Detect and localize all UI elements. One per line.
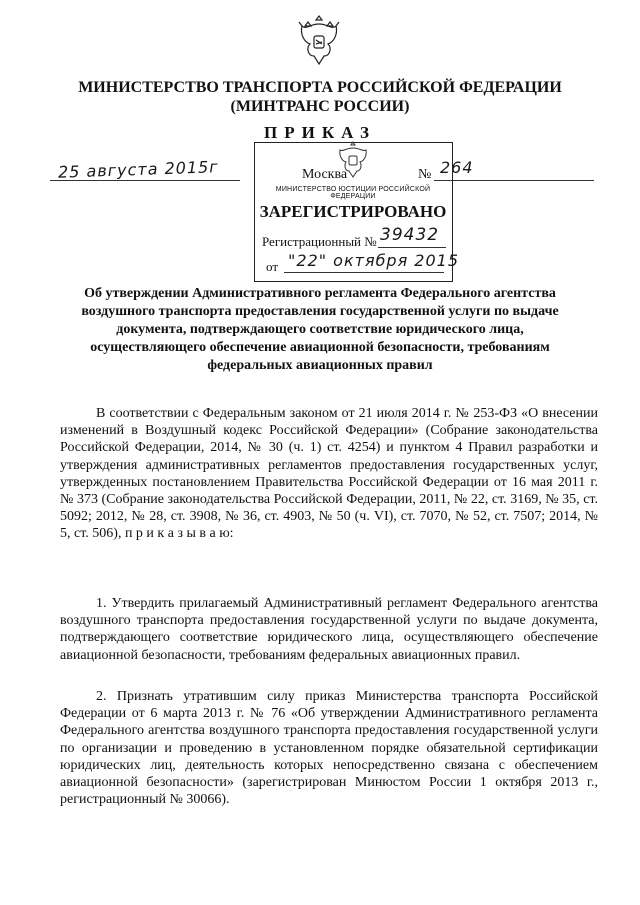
item-1-paragraph: 1. Утвердить прилагаемый Административный регламент Федерального агентства воздушного транспорта предоставления государственной услуги по выдаче документа, подтверждающего соответствие юридического лица, осуществляющего обеспечение авиационной безопасности, требованиям федеральных авиационных правил. xyxy=(60,596,598,663)
document-type: ПРИКАЗ xyxy=(264,123,376,142)
russian-coat-of-arms-icon xyxy=(296,12,342,68)
order-title: Об утверждении Административного регламента Федерального агентства воздушного транспорта предоставления государственной услуги по выдаче документа, подтверждающего соответствие юридического лица, осуществляющего обеспечение авиационной безопасности, требованиям федеральных авиационных правил xyxy=(81,286,559,373)
stamp-regnum-label: Регистрационный № xyxy=(262,234,377,249)
order-city: Москва xyxy=(302,167,348,182)
stamp-ministry-name: МИНИСТЕРСТВО ЮСТИЦИИ РОССИЙСКОЙ ФЕДЕРАЦИИ xyxy=(275,186,431,200)
stamp-regnum-underline xyxy=(378,247,446,248)
stamp-from-label: от xyxy=(266,259,279,274)
stamp-date-value: "22" октября 2015 xyxy=(288,251,460,270)
stamp-coat-of-arms-icon xyxy=(336,140,370,180)
order-date: 25 августа 2015г xyxy=(57,157,219,182)
order-number: 264 xyxy=(440,158,474,177)
preamble-paragraph: В соответствии с Федеральным законом от 21 июля 2014 г. № 253-ФЗ «О внесении изменений в Воздушный кодекс Российской Федерации» (Собрание законодательства Российской Федерации, 2014, № 30 (ч. 1) ст. 4254) и пунктом 4 Правил разработки и утверждения административных регламентов предоставления государственных услуг, утвержденных постановлением Правительства Российской Федерации от 16 мая 2011 г. № 373 (Собрание законодательства Российской Федерации, 2011, № 22, ст. 3169, № 35, ст. 5092; 2012, № 28, ст. 3908, № 36, ст. 4903, № 50 (ч. VI), ст. 7070, № 52, ст. 7507; 2014, № 5, ст. 506), п р и к а з ы в а ю: xyxy=(60,406,598,542)
ministry-short-name: (МИНТРАНС РОССИИ) xyxy=(230,98,410,115)
ministry-heading xyxy=(40,78,600,116)
number-sign: № xyxy=(418,167,432,182)
ministry-name: МИНИСТЕРСТВО ТРАНСПОРТА РОССИЙСКОЙ ФЕДЕРАЦИИ xyxy=(78,79,562,96)
stamp-date-underline xyxy=(284,272,444,273)
stamp-registered-label: ЗАРЕГИСТРИРОВАНО xyxy=(259,202,447,221)
date-underline xyxy=(50,180,240,181)
number-underline xyxy=(434,180,594,181)
item-2-paragraph: 2. Признать утратившим силу приказ Министерства транспорта Российской Федерации от 6 марта 2013 г. № 76 «Об утверждении Административного регламента Федерального агентства воздушного транспорта предоставления государственной услуги по организации и проведению в установленном порядке обязательной сертификации юридических лиц, деятельность которых непосредственно связана с обеспечением авиационной безопасности» (зарегистрирован Минюстом России 1 октября 2013 г., регистрационный № 30066). xyxy=(60,689,598,808)
stamp-regnum-value: 39432 xyxy=(380,225,440,245)
